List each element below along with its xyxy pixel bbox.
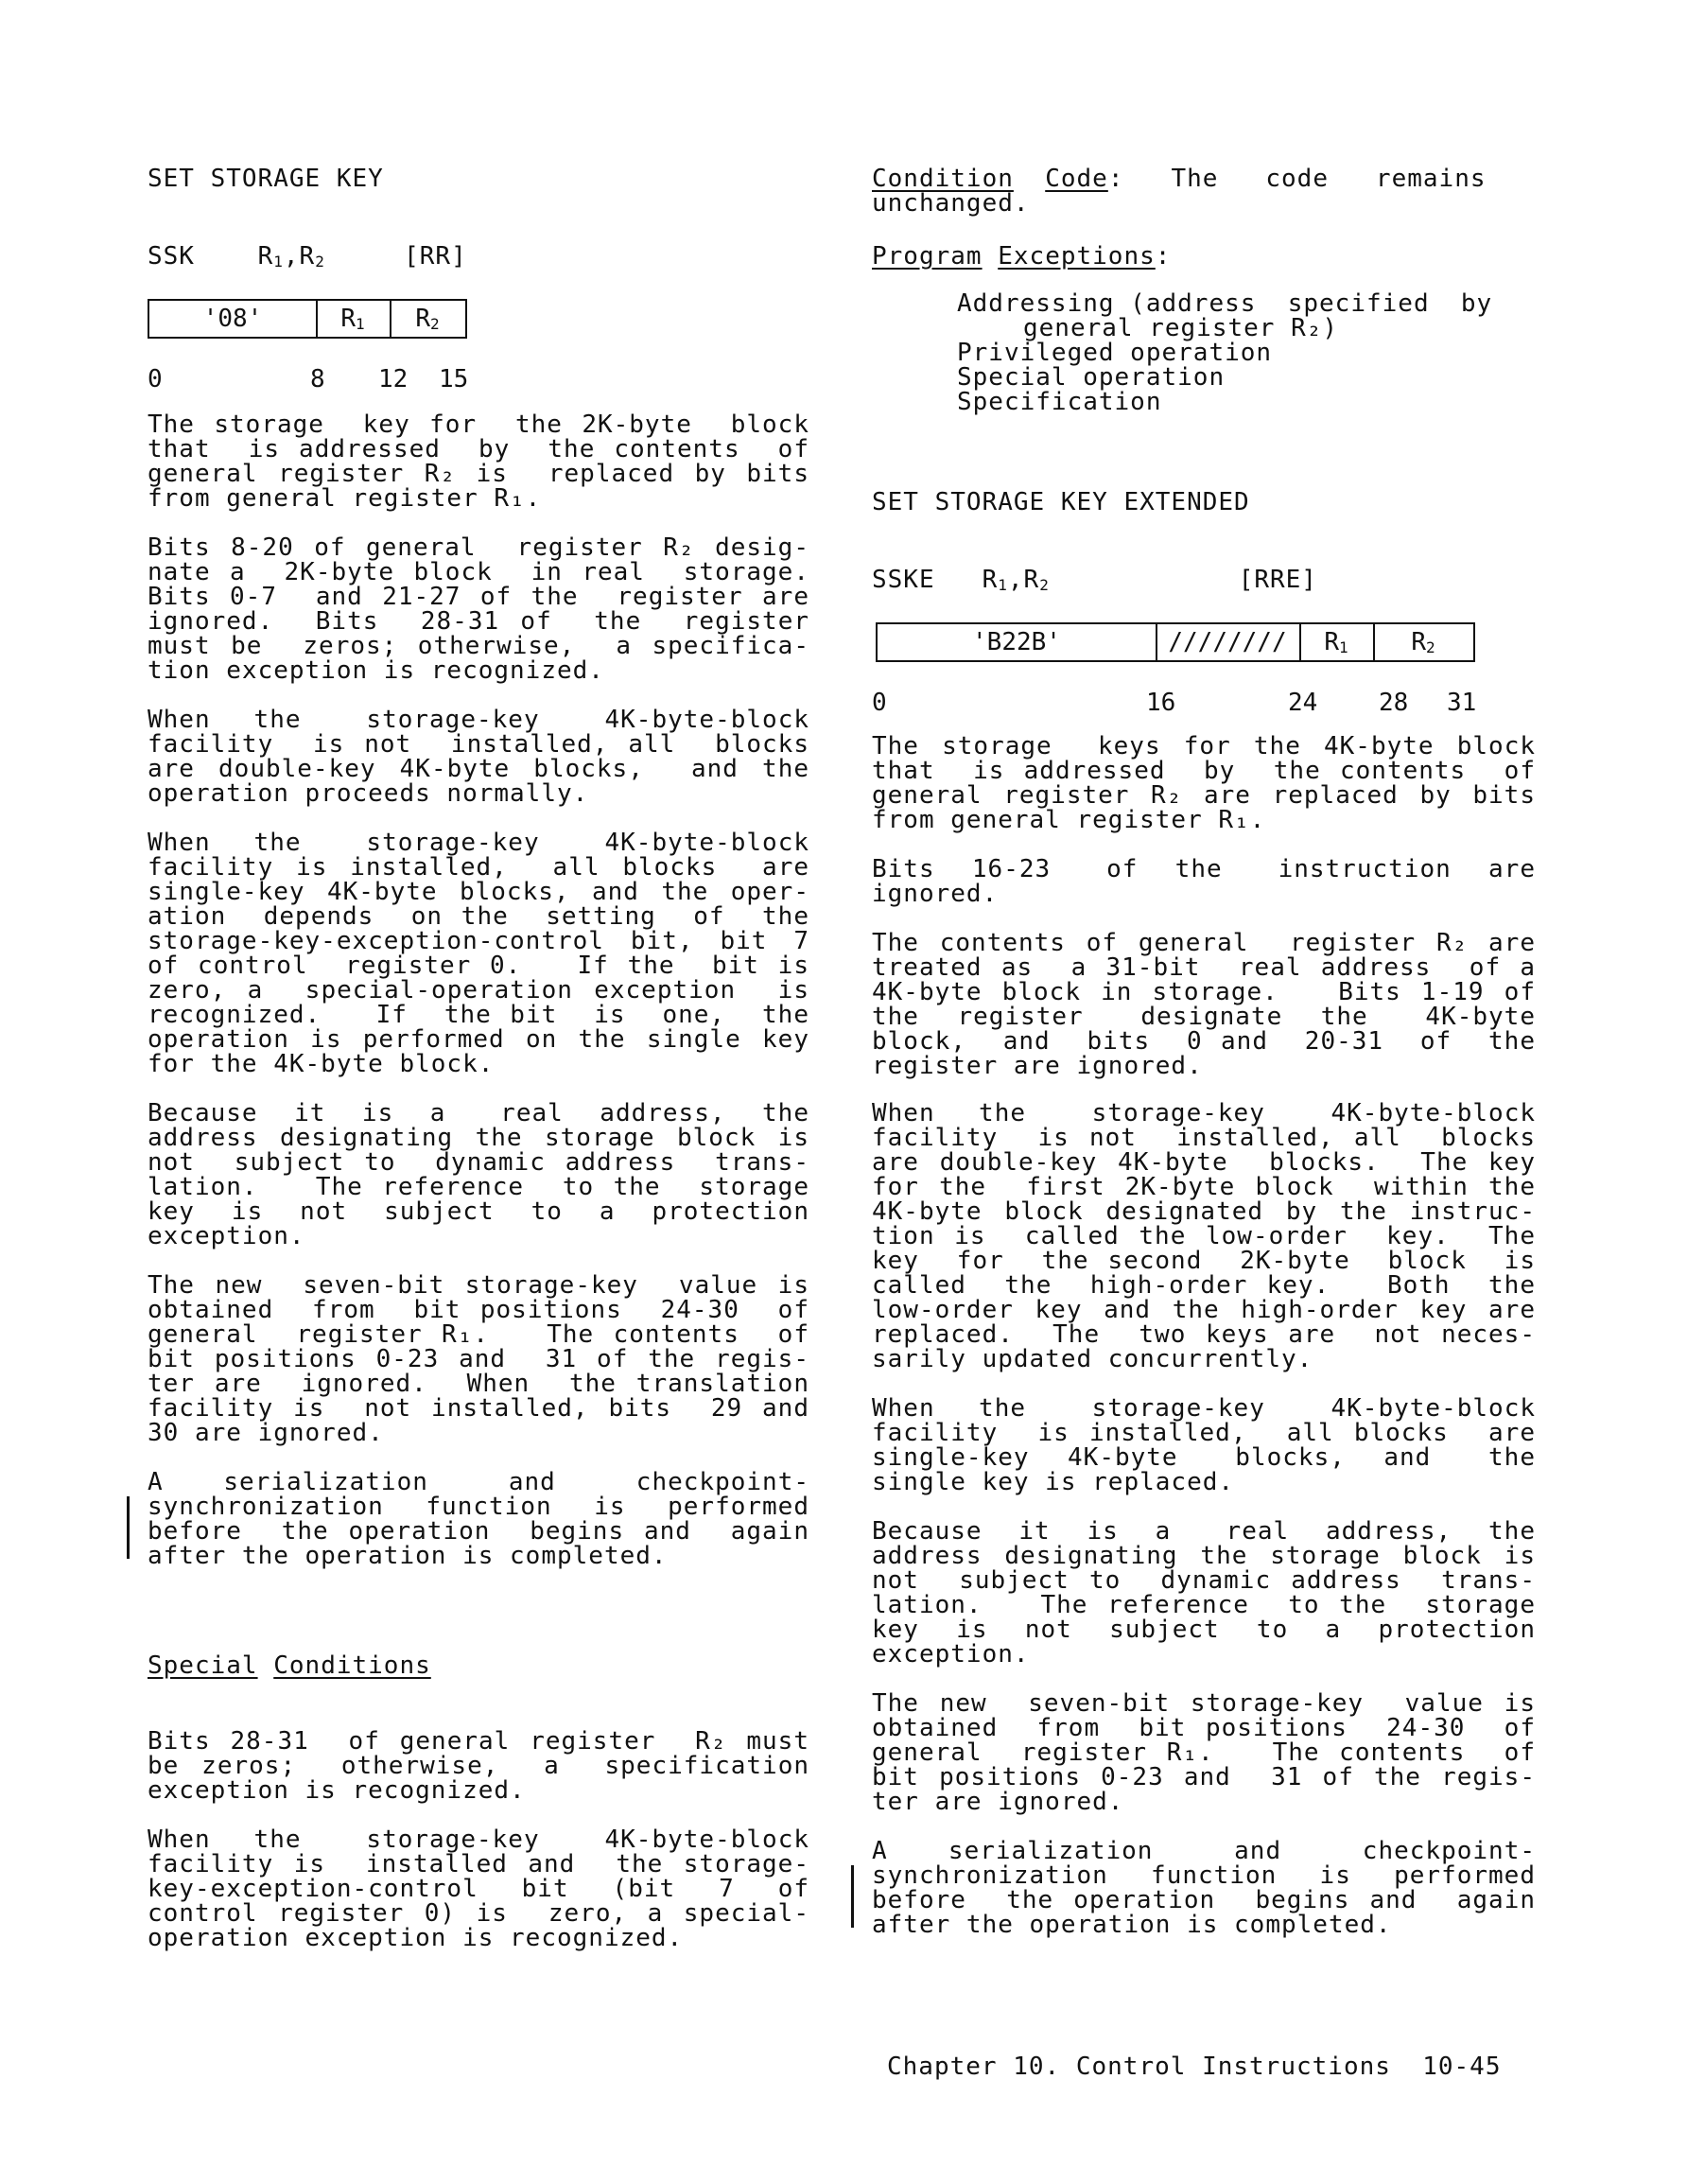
exception-item: Privileged operation [957, 339, 1273, 367]
rre-format-diagram [876, 622, 1475, 662]
exception-item: Special operation [957, 363, 1226, 392]
paragraph: When the storage-key 4K-byte-block facility is not installed, all blocks are double-key 4K-byte blocks, and the operation proceeds normally. [148, 706, 809, 808]
r1-field: $R_1$ [1299, 624, 1375, 660]
bit-number: 15 [439, 365, 469, 393]
paragraph: Because it is a real address, the address designating the storage block is not subject to dynamic address trans- lation. The reference to the storage key is not subject to a protection exception. [148, 1099, 809, 1250]
bit-number: 31 [1447, 689, 1477, 717]
section-title-sske: SET STORAGE KEY EXTENDED [872, 488, 1250, 516]
condition-code-line: Condition Code: The code remains [872, 165, 1487, 193]
paragraph: The new seven-bit storage-key value is obtained from bit positions 24-30 of general register R₁. The contents of bit positions 0-23 and 31 of the regis- ter are ignored. [872, 1689, 1536, 1816]
paragraph: Bits 28-31 of general register R₂ must be zeros; otherwise, a specification exception is recognized. [148, 1727, 809, 1805]
section-heading-special-conditions: Special Conditions [148, 1651, 431, 1680]
paragraph: Bits 8-20 of general register R₂ desig- nate a 2K-byte block in real storage. Bits 0-7 and 21-27 of the register are ignored. Bits 28-31 of the register must be zeros; otherwise, a specifica- tion exception is recognized. [148, 533, 809, 685]
revision-bar [851, 1865, 854, 1928]
section-heading-program-exceptions: Program Exceptions: [872, 242, 1172, 271]
r1-field: $R_1$ [316, 301, 391, 337]
page-footer: Chapter 10. Control Instructions 10-45 [887, 2053, 1502, 2081]
paragraph: The contents of general register R₂ are treated as a 31-bit real address of a 4K-byte block in storage. Bits 1-19 of the register designate the 4K-byte block, and bits 0 and 20-31 of the register are ignored. [872, 929, 1536, 1080]
instruction-format-line-sske [872, 568, 1536, 598]
paragraph: The storage keys for the 4K-byte block that is addressed by the contents of general register R₂ are replaced by bits from general register R₁. [872, 732, 1536, 834]
opcode-field: '08' [149, 301, 318, 337]
paragraph: When the storage-key 4K-byte-block facility is installed, all blocks are single-key 4K-byte blocks, and the single key is replaced. [872, 1394, 1536, 1496]
bit-number: 0 [148, 365, 163, 393]
format-type: [RRE] [1238, 566, 1317, 594]
mnemonic: SSKE [872, 566, 935, 594]
operands: $R_1,R_2$ [257, 242, 325, 271]
unused-field: //////// [1156, 624, 1301, 660]
paragraph: When the storage-key 4K-byte-block facility is installed, all blocks are single-key 4K-byte blocks, and the oper- ation depends on the setting of the storage-key-exception-control bit, bit 7 of control register 0. If the bit is zero, a special-operation exception is recognized. If the bit is one, the operation is performed on the single key for the 4K-byte block. [148, 829, 809, 1078]
paragraph: Because it is a real address, the address designating the storage block is not subject to dynamic address trans- lation. The reference to the storage key is not subject to a protection exception. [872, 1517, 1536, 1669]
operands: $R_1,R_2$ [982, 566, 1050, 594]
paragraph: Bits 16-23 of the instruction are ignored. [872, 855, 1536, 908]
paragraph: A serialization and checkpoint- synchronization function is performed before the operation begins and again after the operation is completed. [148, 1468, 809, 1570]
r2-field: $R_2$ [415, 305, 440, 333]
format-type: [RR] [404, 242, 467, 271]
bit-number: 8 [310, 365, 325, 393]
exception-item-cont: general register R₂) [1023, 314, 1339, 342]
rr-format-diagram [148, 299, 467, 339]
exception-item: Addressing (address specified by [957, 289, 1493, 318]
bit-number: 16 [1146, 689, 1176, 717]
program-exceptions-list [872, 291, 1536, 414]
paragraph: The new seven-bit storage-key value is obtained from bit positions 24-30 of general register R₁. The contents of bit positions 0-23 and 31 of the regis- ter are ignored. When the translation facility is not installed, bits 29 and 30 are ignored. [148, 1271, 809, 1447]
section-title-ssk: SET STORAGE KEY [148, 165, 384, 193]
paragraph: The storage key for the 2K-byte block that is addressed by the contents of general register R₂ is replaced by bits from general register R₁. [148, 411, 809, 513]
condition-code-value: unchanged. [872, 189, 1030, 218]
r2-field: $R_2$ [1411, 628, 1435, 656]
opcode-field: 'B22B' [878, 624, 1157, 660]
paragraph: A serialization and checkpoint- synchronization function is performed before the operation begins and again after the operation is completed. [872, 1837, 1536, 1939]
paragraph: When the storage-key 4K-byte-block facility is installed and the storage- key-exception-control bit (bit 7 of control register 0) is zero, a special- operation exception is recognized. [148, 1826, 809, 1952]
paragraph: When the storage-key 4K-byte-block facility is not installed, all blocks are double-key 4K-byte blocks. The key for the first 2K-byte block within the 4K-byte block designated by the instruc- tion is called the low-order key. The key for the second 2K-byte block is called the high-order key. Both the low-order key and the high-order key are replaced. The two keys are not neces- sarily updated concurrently. [872, 1099, 1536, 1373]
exception-item: Specification [957, 388, 1162, 416]
revision-bar [127, 1496, 130, 1559]
bit-number: 24 [1288, 689, 1318, 717]
mnemonic: SSK [148, 242, 195, 271]
bit-number: 0 [872, 689, 887, 717]
bit-number: 28 [1379, 689, 1409, 717]
bit-number: 12 [378, 365, 409, 393]
instruction-format-line-ssk [148, 244, 809, 274]
